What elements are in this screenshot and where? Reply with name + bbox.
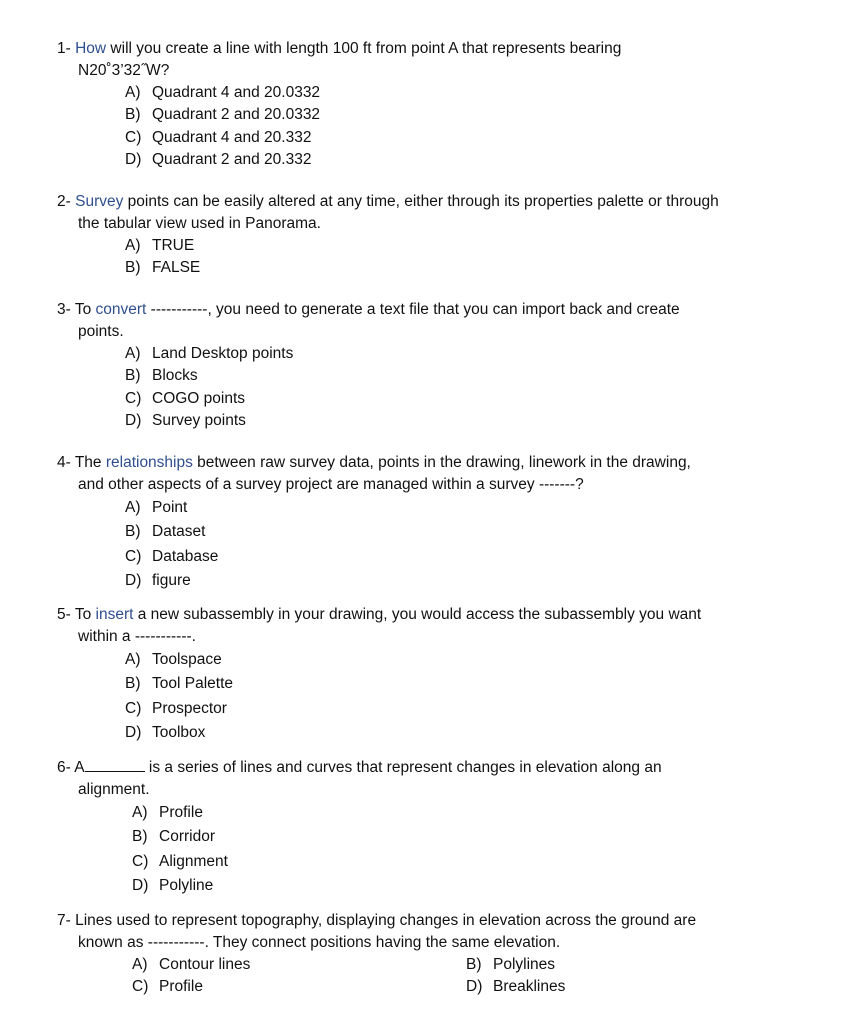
question-7 [57, 910, 803, 998]
option-3a [57, 343, 803, 365]
question-1-number: 1- [57, 40, 71, 57]
option-letter: D) [125, 571, 142, 589]
question-6-text: is a series of lines and curves that represent changes in elevation along an [144, 759, 662, 776]
option-letter: B) [125, 106, 141, 124]
option-4a [57, 496, 803, 520]
option-5a [57, 648, 803, 672]
question-6-line-1 [57, 757, 803, 779]
option-letter: A) [125, 651, 141, 668]
option-letter: A) [125, 84, 141, 101]
option-letter: D) [466, 978, 483, 995]
option-letter: D) [125, 723, 142, 741]
option-1d [57, 149, 803, 171]
question-4-pre: The [74, 454, 106, 471]
question-7-number: 7- [57, 912, 71, 929]
question-3-text: -----------, you need to generate a text file that you can import back and create [146, 301, 680, 318]
question-1-line-1 [57, 38, 803, 60]
option-letter: A) [132, 956, 148, 973]
option-letter: A) [125, 345, 141, 362]
option-text: Corridor [159, 828, 215, 846]
option-text: figure [152, 571, 191, 589]
question-7-line-1 [57, 910, 803, 932]
option-letter: B) [125, 367, 141, 385]
option-1c [57, 127, 803, 149]
option-text: Alignment [159, 852, 228, 870]
question-6 [57, 757, 803, 898]
question-1-line-2: N20˚3’32˝W? [78, 62, 170, 79]
option-2a [57, 235, 803, 257]
question-7-text: Lines used to represent topography, displaying changes in elevation across the ground are [75, 912, 697, 929]
option-text: Toolspace [152, 651, 222, 668]
option-text: Polyline [159, 876, 214, 894]
option-text: COGO points [152, 389, 246, 407]
option-letter: C) [125, 128, 142, 146]
question-4-lead-word: relationships [105, 454, 193, 471]
option-letter: A) [125, 237, 141, 254]
option-letter: D) [125, 411, 142, 429]
option-6b [57, 825, 803, 849]
option-3d [57, 410, 803, 432]
option-6a [57, 801, 803, 825]
option-letter: D) [125, 150, 142, 168]
option-letter: C) [132, 978, 149, 995]
option-text: Survey points [152, 411, 246, 429]
option-text: Contour lines [159, 956, 251, 973]
option-text: Point [152, 499, 188, 516]
question-3-pre: To [74, 301, 96, 318]
question-5-line-1 [57, 604, 803, 626]
option-text: Toolbox [152, 723, 206, 741]
question-4-text: between raw survey data, points in the drawing, linework in the drawing, [192, 454, 691, 471]
question-1 [57, 38, 803, 171]
option-letter: A) [132, 804, 148, 821]
option-3c [57, 388, 803, 410]
option-text: Blocks [152, 367, 198, 385]
question-5 [57, 604, 803, 745]
option-text: Quadrant 4 and 20.0332 [152, 84, 321, 101]
option-letter: B) [125, 675, 141, 693]
question-2 [57, 191, 803, 280]
option-1b [57, 104, 803, 126]
option-text: Prospector [152, 699, 227, 717]
option-5d [57, 721, 803, 745]
option-7a [132, 954, 250, 976]
question-4-line-1 [57, 452, 803, 474]
option-1a [57, 82, 803, 104]
option-text: Profile [159, 978, 203, 995]
option-4d [57, 569, 803, 593]
option-row-2 [57, 976, 803, 998]
question-3-line-1 [57, 299, 803, 321]
answer-blank-line [85, 757, 145, 772]
option-letter: B) [466, 956, 482, 973]
option-letter: B) [125, 259, 141, 277]
question-2-number: 2- [57, 193, 71, 210]
option-text: Breaklines [493, 978, 566, 995]
option-5b [57, 672, 803, 696]
option-7b [466, 954, 555, 976]
question-5-number: 5- [57, 606, 71, 623]
option-letter: A) [125, 499, 141, 516]
option-4b [57, 520, 803, 544]
option-letter: B) [125, 523, 141, 541]
option-letter: C) [132, 852, 149, 870]
option-3b [57, 365, 803, 387]
option-5c [57, 697, 803, 721]
question-4 [57, 452, 803, 593]
option-letter: C) [125, 699, 142, 717]
question-1-lead-word: How [75, 40, 107, 57]
question-6-line-2: alignment. [78, 781, 150, 798]
question-4-line-2: and other aspects of a survey project are managed within a survey -------? [78, 476, 584, 493]
question-5-line-2: within a -----------. [78, 628, 196, 645]
question-6-pre: A [74, 759, 85, 776]
option-6d [57, 874, 803, 898]
option-7c [132, 976, 203, 998]
option-7d [466, 976, 565, 998]
question-2-line-2: the tabular view used in Panorama. [78, 215, 321, 232]
question-7-line-2: known as -----------. They connect positions having the same elevation. [78, 934, 561, 951]
option-letter: B) [132, 828, 148, 846]
option-text: FALSE [152, 259, 201, 277]
option-text: TRUE [152, 237, 195, 254]
option-text: Database [152, 547, 219, 565]
option-letter: C) [125, 389, 142, 407]
option-text: Polylines [493, 956, 556, 973]
option-text: Profile [159, 804, 203, 821]
option-text: Quadrant 2 and 20.0332 [152, 106, 321, 124]
option-6c [57, 850, 803, 874]
option-text: Quadrant 2 and 20.332 [152, 150, 312, 168]
question-3-line-2: points. [78, 323, 124, 340]
question-5-lead-word: insert [95, 606, 134, 623]
question-6-number: 6- [57, 759, 71, 776]
option-text: Quadrant 4 and 20.332 [152, 128, 312, 146]
question-5-text: a new subassembly in your drawing, you would access the subassembly you want [133, 606, 702, 623]
question-3-lead-word: convert [95, 301, 147, 318]
question-3-number: 3- [57, 301, 71, 318]
question-3 [57, 299, 803, 432]
option-text: Land Desktop points [152, 345, 294, 362]
question-2-text: points can be easily altered at any time, either through its properties palette or through [123, 193, 719, 210]
question-5-pre: To [74, 606, 96, 623]
option-letter: C) [125, 547, 142, 565]
option-row-1 [57, 954, 803, 976]
question-2-line-1 [57, 191, 803, 213]
option-2b [57, 257, 803, 279]
option-text: Dataset [152, 523, 206, 541]
question-2-lead-word: Survey [75, 193, 124, 210]
option-4c [57, 545, 803, 569]
option-letter: D) [132, 876, 149, 894]
option-text: Tool Palette [152, 675, 233, 693]
question-4-number: 4- [57, 454, 71, 471]
question-1-text: will you create a line with length 100 ft from point A that represents bearing [106, 40, 622, 57]
